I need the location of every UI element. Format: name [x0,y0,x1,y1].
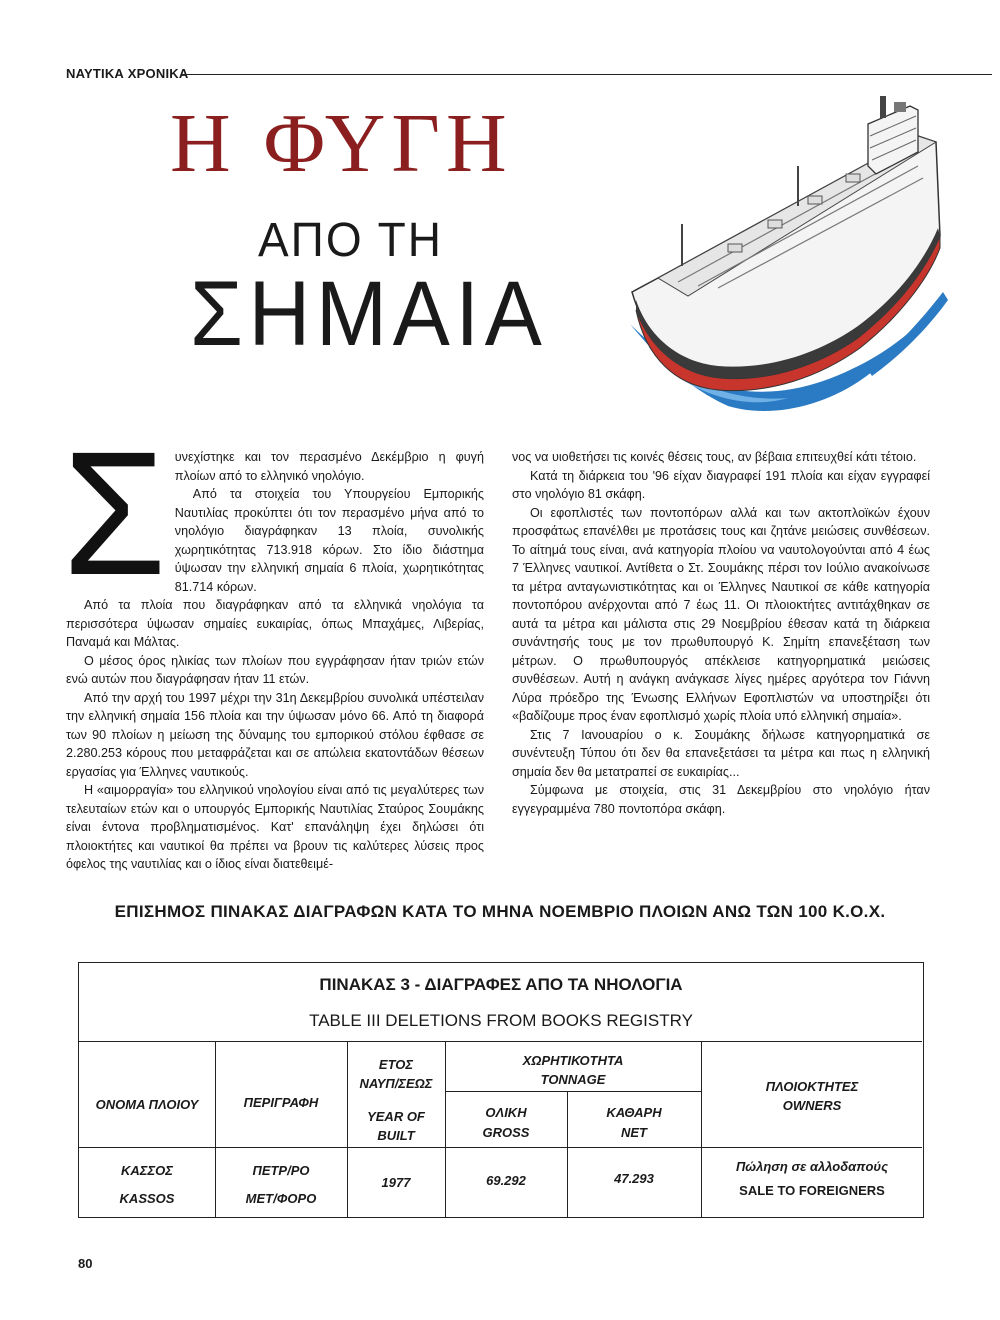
table-rule [445,1091,701,1092]
row-description-1: ΠΕΤΡ/ΡΟ [252,1163,310,1178]
row-year: 1977 [381,1175,411,1190]
row-description-2: ΜΕΤ/ΦΟΡΟ [245,1191,317,1206]
header-net-greek: ΚΑΘΑΡΗ [606,1105,662,1120]
table-rule [79,1147,922,1148]
row-owner-english: SALE TO FOREIGNERS [739,1183,885,1198]
header-year-english-2: BUILT [377,1128,415,1143]
row-ship-name-greek: ΚΑΣΣΟΣ [121,1163,173,1178]
paragraph: Σύμφωνα με στοιχεία, στις 31 Δεκεμβρίου στο νηολόγιο ήταν εγγεγραμμένα 780 ποντοπόρα σκάφη. [512,783,930,816]
paragraph: νος να υιοθετήσει τις κοινές θέσεις τους, αν βέβαια επιτευχθεί κάτι τέτοιο. [512,450,917,464]
article-column-left [62,416,484,874]
paragraph: Κατά τη διάρκεια του '96 είχαν διαγραφεί 191 πλοία και είχαν εγγραφεί στο νηολόγιο 81 σκάφη. [512,468,930,501]
header-owners-english: OWNERS [782,1098,842,1113]
header-tonnage-greek: ΧΩΡΗΤΙΚΟΤΗΤΑ [522,1053,624,1068]
paragraph: Από τα πλοία που διαγράφηκαν από τα ελληνικά νηολόγια τα περισσότερα ύψωσαν σημαίες ευκαιρίας, όπως Μπαχάμες, Λιβερίας, Παναμά και Μάλτας. [66,598,484,649]
paragraph: Η «αιμορραγία» του ελληνικού νηολογίου είναι από τις μεγαλύτερες των τελευταίων ετών και ο υπουργός Εμπορικής Ναυτιλίας Σταύρος Σουμάκης είναι έντονα προβληματισμένος. Κατ' επανάληψη έχει δηλώσει ότι πλοιοκτήτες και ναυτικοί θα πρέπει να βρουν τις καλύτερες λύσεις προς όφελος της ναυτιλίας και ο ίδιος είναι διατεθειμέ- [66,783,484,871]
section-label: ΝΑΥΤΙΚΑ ΧΡΟΝΙΚΑ [66,66,189,81]
header-net-english: NET [621,1125,647,1140]
row-net: 47.293 [614,1171,654,1186]
paragraph: Από τα στοιχεία του Υπουργείου Εμπορικής Ναυτιλίας προκύπτει ότι τον περασμένο μήνα από το νηολόγιο διαγράφηκαν 13 πλοία, συνολικής χωρητικότητας 713.918 κόρων. Στο ίδιο διάστημα ύψωσαν την ελληνική σημαία 6 πλοία, χωρητικότητας 81.714 κόρων. [174,487,484,594]
table-title-greek: ΠΙΝΑΚΑΣ 3 - ΔΙΑΓΡΑΦΕΣ ΑΠΟ ΤΑ ΝΗΟΛΟΓΙΑ [319,975,683,994]
deletions-table [78,962,924,1218]
header-year-greek-1: ΕΤΟΣ [378,1057,414,1072]
header-rule [182,74,992,75]
header-gross-greek: ΟΛΙΚΗ [485,1105,527,1120]
table-caption: ΕΠΙΣΗΜΟΣ ΠΙΝΑΚΑΣ ΔΙΑΓΡΑΦΩΝ ΚΑΤΑ ΤΟ ΜΗΝΑ ΝΟΕΜΒΡΙΟ ΠΛΟΙΩΝ ΑΝΩ ΤΩΝ 100 Κ.Ο.Χ. [114,902,886,921]
paragraph: υνεχίστηκε και τον περασμένο Δεκέμβριο η φυγή πλοίων από το ελληνικό νηολόγιο. [174,450,484,483]
headline-line-1: Η ΦΥΓΗ [170,97,513,190]
header-owners-greek: ΠΛΟΙΟΚΤΗΤΕΣ [765,1079,859,1094]
header-gross-english: GROSS [482,1125,530,1140]
paragraph: Στις 7 Ιανουαρίου ο κ. Σουμάκης δήλωσε κατηγορηματικά σε συνέντευξη Τύπου ότι δεν θα επανεξετάσει τα μέτρα και πως η ελληνική σημαία δεν θα μετατραπεί σε ευκαιρίας... [512,727,930,779]
table-title-english: TABLE III DELETIONS FROM BOOKS REGISTRY [309,1011,693,1030]
table-rule [79,1041,922,1042]
header-year-english-1: YEAR OF [367,1109,425,1124]
paragraph: Οι εφοπλιστές των ποντοπόρων αλλά και των ακτοπλοϊκών έχουν προσφάτως επανέλθει με προτάσεις τους και ζητάνε μειώσεις συνθέσεων. Το αίτημά τους είναι, ανά κατηγορία πλοίου να ναυτολογούνται από 4 έως 7 Έλληνες ναυτικοί. Αντίθετα ο Στ. Σουμάκης πέρσι τον Ιούλιο ανακοίνωσε τα μέτρα ανταγωνιστικότητας και οι Έλληνες Ναυτικοί σε κάθε κατηγορία ποντοπόρου ανέρχονται από 7 έως 11. Οι πλοιοκτήτες αντιτάχθηκαν σε αυτά τα μέτρα και μάλιστα στις 29 Νοεμβρίου έθεσαν κατά τη διάρκεια συνάντησής τους με τον πρωθυπουργό Κ. Σημίτη επανεξέταση των μέτρων. Ο πρωθυπουργός απέκλεισε κατηγορηματικά μειώσεις συνθέσεων. Αυτή η ανάγκη ανάγκασε λίγες ημέρες αργότερα τον Γιάννη Λύρα πρόεδρο της Ένωσης Ελλήνων Εφοπλιστών να υποστηρίξει ότι «βαδίζουμε προς έναν εφοπλισμό χωρίς πλοία υπό ελληνική σημαία». [512,505,930,723]
paragraph: Ο μέσος όρος ηλικίας των πλοίων που εγγράφησαν ήταν τριών ετών ενώ αυτών που διαγράφησαν ήταν 11 ετών. [66,653,484,686]
header-year-greek-2: ΝΑΥΠ/ΣΕΩΣ [359,1076,433,1091]
row-gross: 69.292 [486,1173,526,1188]
row-owner-greek: Πώληση σε αλλοδαπούς [735,1159,889,1174]
header-description: ΠΕΡΙΓΡΑΦΗ [243,1095,319,1110]
headline-line-3: ΣΗΜΑΙΑ [190,263,548,365]
row-ship-name-english: KASSOS [119,1191,175,1206]
headline-line-2: ΑΠΟ ΤΗ [258,211,443,267]
drop-cap: Σ [62,416,167,612]
header-ship-name: ΟΝΟΜΑ ΠΛΟΙΟΥ [95,1097,199,1112]
paragraph: Από την αρχή του 1997 μέχρι την 31η Δεκεμβρίου συνολικά υπέστειλαν την ελληνική σημαία 156 πλοία και την ύψωσαν μόνο 66. Από τη διαφορά των 90 πλοίων η μείωση της δύναμης του εμπορικού στόλου έφθασε σε 2.280.253 κόρους που μεταφράζεται και σε απώλεια εκατοντάδων θέσεων εργασίας για Έλληνες ναυτικούς. [66,690,484,779]
tanker-ship-icon [618,96,952,420]
page-number: 80 [78,1256,93,1271]
article-column-right [512,448,930,818]
header-tonnage-english: TONNAGE [540,1072,606,1087]
article-body [62,416,936,871]
